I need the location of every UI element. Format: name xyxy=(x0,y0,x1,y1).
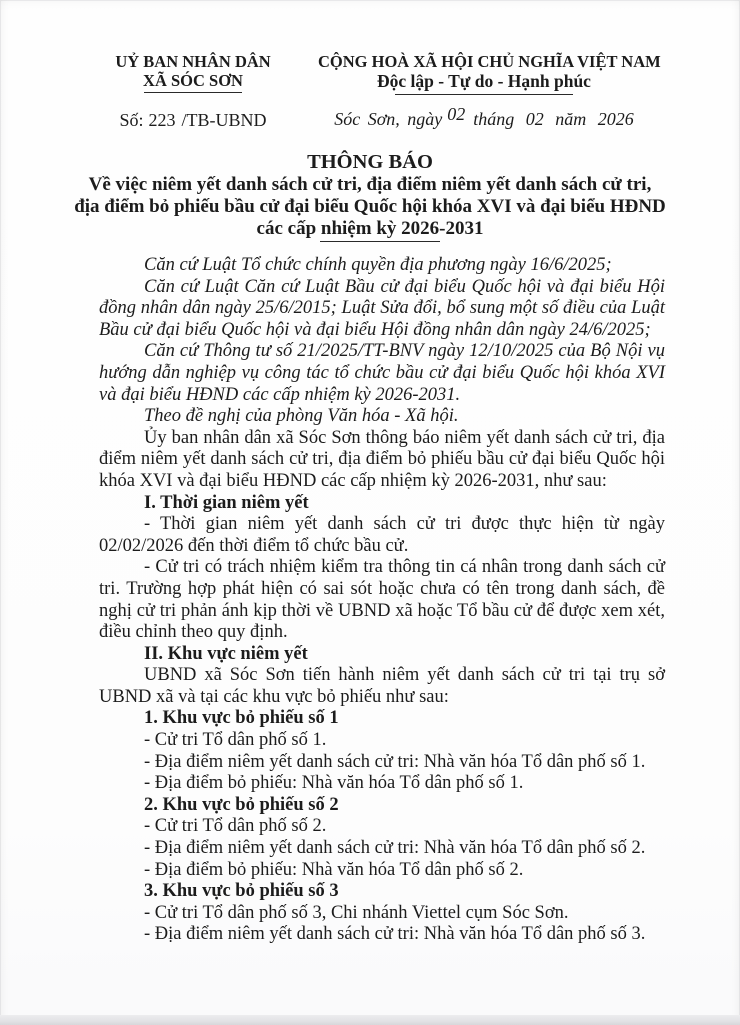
section-heading-1: I. Thời gian niêm yết xyxy=(144,492,309,513)
issue-date xyxy=(318,104,650,130)
subsection-heading-area2: 2. Khu vực bỏ phiếu số 2 xyxy=(144,794,339,815)
document-header xyxy=(0,52,740,131)
document-body xyxy=(99,255,665,946)
section-heading-2: II. Khu vực niêm yết xyxy=(144,643,308,664)
legal-basis-paragraph: Căn cứ Luật Tổ chức chính quyền địa phương ngày 16/6/2025; xyxy=(144,255,612,275)
subsection-heading-area3: 3. Khu vực bỏ phiếu số 3 xyxy=(144,881,339,902)
national-motto-block xyxy=(318,52,661,131)
document-number-value: 223 xyxy=(148,110,176,130)
document-number-label: Số: xyxy=(119,110,144,130)
issue-date-prefix: Sóc Sơn, ngày xyxy=(334,109,443,129)
list-item: - Địa điểm niêm yết danh sách cử tri: Nhà văn hóa Tổ dân phố số 3. xyxy=(144,924,646,945)
title-underline xyxy=(320,241,440,242)
list-item: - Cử tri Tổ dân phố số 3, Chi nhánh Viettel cụm Sóc Sơn. xyxy=(144,902,569,923)
list-item: - Cử tri Tổ dân phố số 1. xyxy=(144,730,327,751)
list-item: - Địa điểm bỏ phiếu: Nhà văn hóa Tổ dân phố số 1. xyxy=(144,773,524,794)
national-title: CỘNG HOÀ XÃ HỘI CHỦ NGHĨA VIỆT NAM xyxy=(318,52,661,71)
issuer-name: UỶ BAN NHÂN DÂN xyxy=(115,52,271,71)
body-paragraph: - Cử tri có trách nhiệm kiểm tra thông tin cá nhân trong danh sách cử tri. Trường hợp phát hiện có sai sót hoặc chưa có tên trong danh sách, đề nghị cử tri phản ánh kịp thời về UBND xã hoặc Tổ bầu cử để được xem xét, điều chỉnh theo quy định. xyxy=(99,557,665,643)
legal-basis-paragraph: Căn cứ Thông tư số 21/2025/TT-BNV ngày 12/10/2025 của Bộ Nội vụ hướng dẫn nghiệp vụ công tác tổ chức bầu cử đại biểu Quốc hội khóa XVI và đại biểu HĐND các cấp nhiệm kỳ 2026-2031. xyxy=(99,341,665,405)
issuer-commune: XÃ SÓC SƠN xyxy=(143,71,243,90)
scan-edge-strip xyxy=(0,1015,740,1025)
list-item: - Cử tri Tổ dân phố số 2. xyxy=(144,816,327,837)
national-motto: Độc lập - Tự do - Hạnh phúc xyxy=(377,71,591,91)
document-subtitle-line3: các cấp nhiệm kỳ 2026-2031 xyxy=(256,218,484,239)
intro-paragraph: Ủy ban nhân dân xã Sóc Sơn thông báo niêm yết danh sách cử tri, địa điểm niêm yết danh sách cử tri, địa điểm bỏ phiếu bầu cử đại biểu Quốc hội khóa XVI và đại biểu HĐND các cấp nhiệm kỳ 2026-2031, như sau: xyxy=(99,427,665,491)
document-subtitle-line1: Về việc niêm yết danh sách cử tri, địa điểm niêm yết danh sách cử tri, xyxy=(88,174,652,195)
legal-basis-paragraph: Căn cứ Luật Căn cứ Luật Bầu cử đại biểu Quốc hội và đại biểu Hội đồng nhân dân ngày 25/6/2015; Luật Sửa đổi, bổ sung một số điều của Luật Bầu cử đại biểu Quốc hội và đại biểu Hội đồng nhân dân ngày 24/6/2025; xyxy=(99,276,665,340)
document-title-block xyxy=(0,150,740,242)
document-number xyxy=(68,109,318,131)
issuer-block xyxy=(68,52,318,131)
body-paragraph: UBND xã Sóc Sơn tiến hành niêm yết danh sách cử tri tại trụ sở UBND xã và tại các khu vực bỏ phiếu như sau: xyxy=(99,665,665,707)
list-item: - Địa điểm niêm yết danh sách cử tri: Nhà văn hóa Tổ dân phố số 2. xyxy=(144,838,646,859)
subsection-heading-area1: 1. Khu vực bỏ phiếu số 1 xyxy=(144,708,339,729)
body-paragraph: - Thời gian niêm yết danh sách cử tri được thực hiện từ ngày 02/02/2026 đến thời điểm tổ chức bầu cử. xyxy=(99,514,665,556)
document-number-suffix: /TB-UBND xyxy=(181,110,267,130)
list-item: - Địa điểm bỏ phiếu: Nhà văn hóa Tổ dân phố số 2. xyxy=(144,859,524,880)
issue-date-day: 02 xyxy=(447,104,466,124)
document-type-heading: THÔNG BÁO xyxy=(307,151,433,173)
list-item: - Địa điểm niêm yết danh sách cử tri: Nhà văn hóa Tổ dân phố số 1. xyxy=(144,751,646,772)
motto-underline xyxy=(395,94,573,95)
issuer-underline xyxy=(144,92,242,93)
issue-date-rest: tháng 02 năm 2026 xyxy=(473,109,634,129)
document-subtitle-line2: địa điểm bỏ phiếu bầu cử đại biểu Quốc hội khóa XVI và đại biểu HĐND xyxy=(74,196,666,217)
proposal-paragraph: Theo đề nghị của phòng Văn hóa - Xã hội. xyxy=(144,406,459,427)
